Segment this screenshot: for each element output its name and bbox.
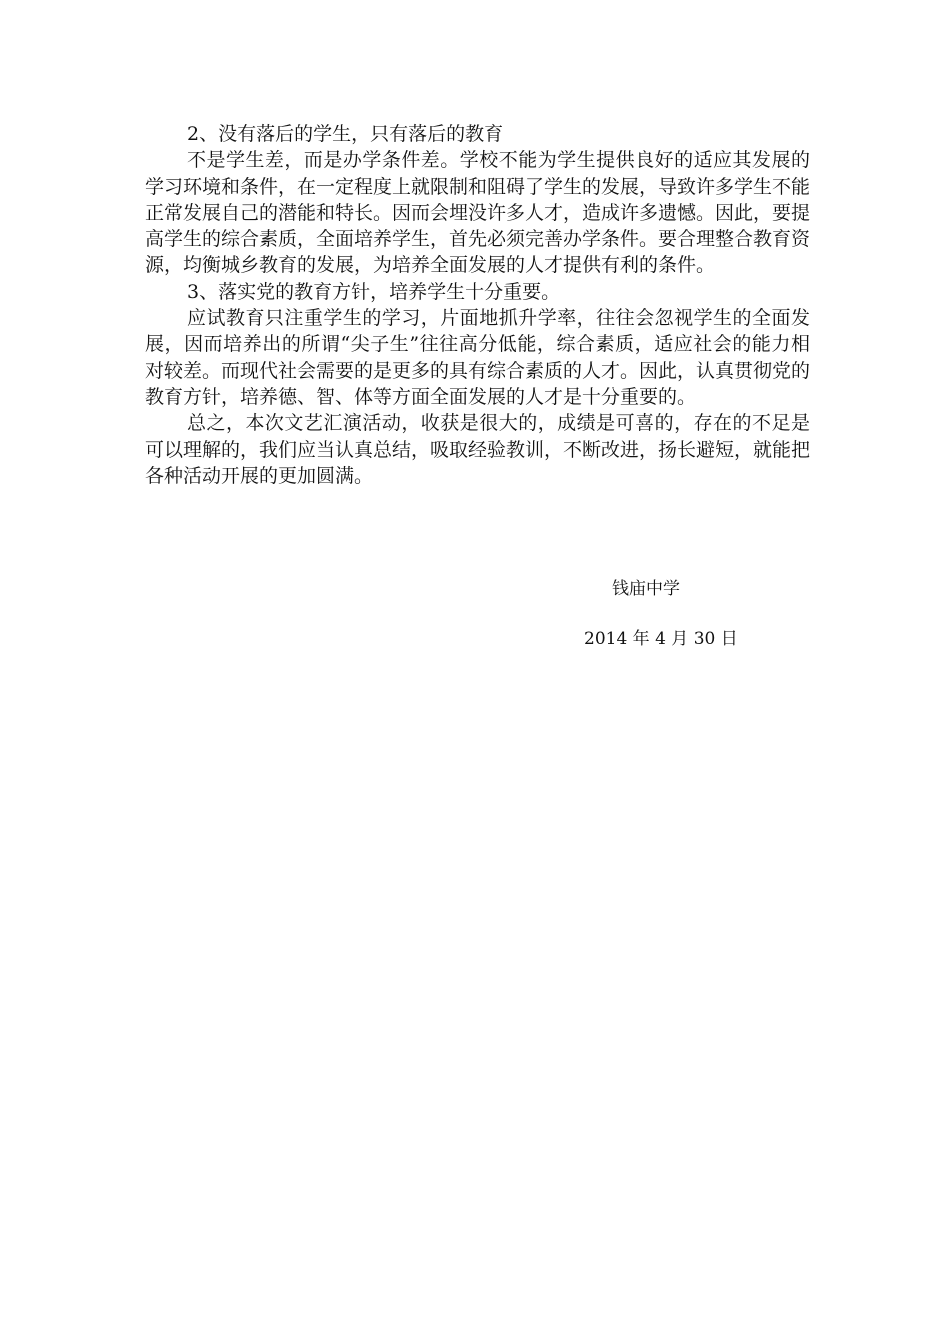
paragraph-conditions: 不是学生差，而是办学条件差。学校不能为学生提供良好的适应其发展的学习环境和条件，在一定程度上就限制和阻碍了学生的发展，导致许多学生不能正常发展自己的潜能和特长。因而会埋没许多人才，造成许多遗憾。因此，要提高学生的综合素质，全面培养学生，首先必须完善办学条件。要合理整合教育资源，均衡城乡教育的发展，为培养全面发展的人才提供有利的条件。 <box>145 149 811 277</box>
document-body <box>145 121 810 489</box>
paragraph-exam-education: 应试教育只注重学生的学习，片面地抓升学率，往往会忽视学生的全面发展，因而培养出的所谓“尖子生”往往高分低能，综合素质，适应社会的能力相对较差。而现代社会需要的是更多的具有综合素质的人才。因此，认真贯彻党的教育方针，培养德、智、体等方面全面发展的人才是十分重要的。 <box>145 307 811 408</box>
signature-school: 钱庙中学 <box>612 579 680 599</box>
paragraph-conclusion: 总之，本次文艺汇演活动，收获是很大的，成绩是可喜的，存在的不足是可以理解的，我们应当认真总结，吸取经验教训，不断改进，扬长避短，就能把各种活动开展的更加圆满。 <box>145 412 811 487</box>
section-heading-2: 2、没有落后的学生，只有落后的教育 <box>187 123 504 145</box>
signature-date: 2014 年 4 月 30 日 <box>584 629 738 649</box>
section-heading-3: 3、落实党的教育方针，培养学生十分重要。 <box>187 280 561 303</box>
